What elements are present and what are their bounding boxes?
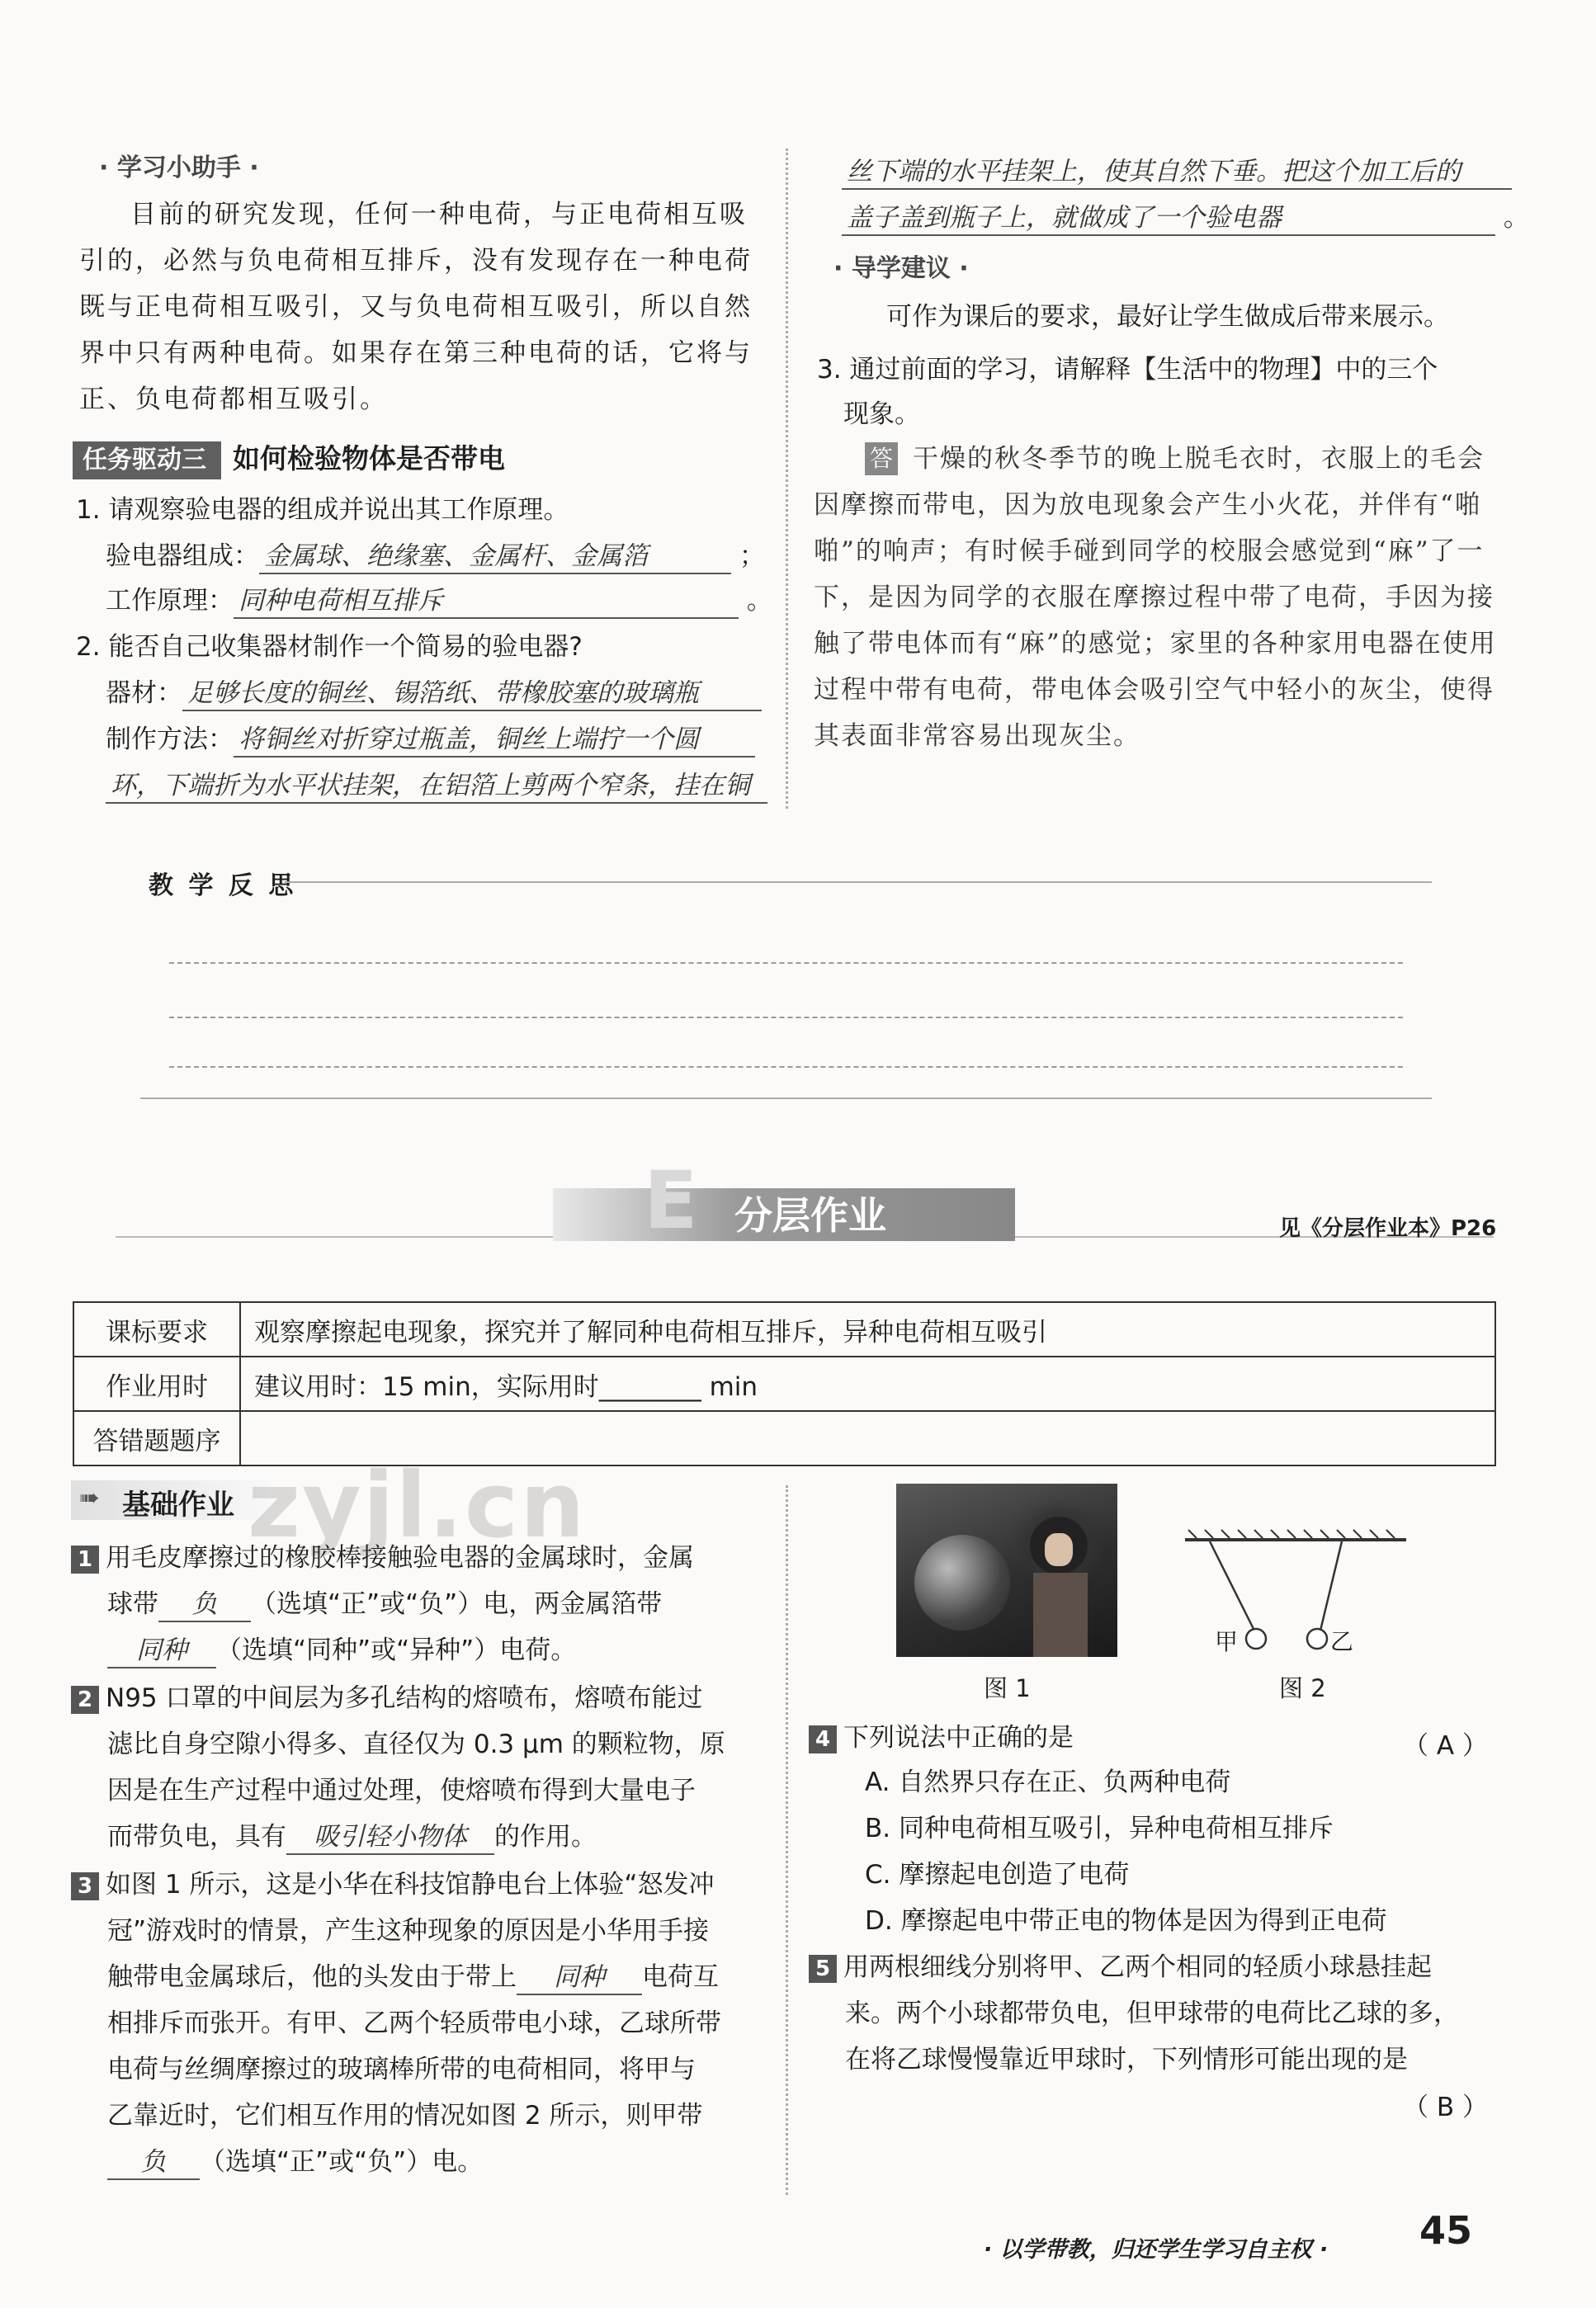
principle-answer: 同种电荷相互排斥 <box>234 584 739 619</box>
mat-answer: 足够长度的铜丝、锡箔纸、带橡胶塞的玻璃瓶 <box>182 677 762 711</box>
method-label: 制作方法： <box>106 724 234 754</box>
q1-answer-1: 负 <box>158 1588 251 1622</box>
column-divider-top <box>786 149 788 809</box>
task3-heading <box>73 437 505 479</box>
req-label: 课标要求 <box>73 1302 240 1357</box>
reflection-bottom-rule <box>140 1097 1432 1099</box>
basic-q3 <box>71 1862 769 2185</box>
method-answer-4: 盖子盖到瓶子上，就做成了一个验电器 <box>842 201 1495 236</box>
q5-text-c: 在将乙球慢慢靠近甲球时，下列情形可能出现的是 <box>845 2045 1408 2074</box>
q3-number: 3 <box>71 1872 99 1900</box>
task3-q1-principle: 工作原理： 同种电荷相互排斥 。 <box>106 578 766 624</box>
q3-text-e: 相排斥而张开。有甲、乙两个轻质带电小球，乙球所带 <box>107 2008 721 2038</box>
task3-q2-method-2 <box>106 762 766 809</box>
metal-sphere <box>914 1535 1010 1631</box>
method-answer-2: 环，下端折为水平状挂架，在铝箔上剪两个窄条，挂在铜 <box>106 769 767 804</box>
reflection-line-2 <box>169 1017 1403 1018</box>
comp-answer: 金属球、绝缘塞、金属杆、金属箔 <box>259 540 731 574</box>
arrow-icon: ➠ <box>79 1484 101 1513</box>
q3-line2: 现象。 <box>843 399 920 429</box>
q3-answer-2: 负 <box>107 2145 200 2180</box>
q1-text-a: 用毛皮摩擦过的橡胶棒接触验电器的金属球时，金属 <box>106 1543 694 1573</box>
figure-1-caption: 图 1 <box>984 1674 1031 1702</box>
task3-q2: 2. 能否自己收集器材制作一个简易的验电器? <box>76 632 583 662</box>
figure-2-caption: 图 2 <box>1279 1674 1326 1702</box>
q1-text-c: （选填“正”或“负”）电，两金属箔带 <box>251 1589 663 1619</box>
face <box>1045 1533 1073 1566</box>
basic-q2 <box>71 1675 769 1860</box>
basic-heading <box>71 1480 269 1520</box>
helper-text: 目前的研究发现，任何一种电荷，与正电荷相互吸引的，必然与负电荷相互排斥，没有发现存在一种电荷既与正电荷相互吸引，又与负电荷相互吸引，所以自然界中只有两种电荷。如果存在第三种电荷的话，它将与正、负电荷都相互吸引。 <box>79 200 753 414</box>
q4-text: 下列说法中正确的是 <box>843 1723 1074 1753</box>
q2-text-d: 而带负电，具有 <box>107 1822 286 1852</box>
q3-answer: 干燥的秋冬季节的晚上脱毛衣时，衣服上的毛会因摩擦而带电，因为放电现象会产生小火花，并伴有“啪啪”的响声；有时候手碰到同学的校服会感觉到“麻”了一下，是因为同学的衣服在摩擦过程中带了电荷，手因为接触了带电体而有“麻”的感觉；家里的各种家用电器在使用过程中带有电荷，带电体会吸引空气中轻小的灰尘，使得其表面非常容易出现灰尘。 <box>814 444 1497 751</box>
method-answer-3: 丝下端的水平挂架上，使其自然下垂。把这个加工后的 <box>842 155 1512 190</box>
basic-title: 基础作业 <box>122 1489 234 1522</box>
basic-q1 <box>71 1535 769 1673</box>
task3-q1: 1. 请观察验电器的组成并说出其工作原理。 <box>76 495 569 525</box>
guide-text: 可作为课后的要求，最好让学生做成后带来展示。 <box>886 302 1449 332</box>
reflection-line-1 <box>169 962 1403 964</box>
figure-1-photo <box>896 1484 1117 1657</box>
guide-title: · 导学建议 · <box>833 254 969 283</box>
watermark: zyjl.cn <box>248 1452 587 1558</box>
q2-answer: 吸引轻小物体 <box>286 1820 494 1855</box>
ball-a-label: 甲 <box>1215 1628 1239 1655</box>
q1-text-b: 球带 <box>107 1589 158 1619</box>
q3-text-a: 如图 1 所示，这是小华在科技馆静电台上体验“怒发冲 <box>106 1870 715 1900</box>
basic-q4 <box>809 1715 1502 1761</box>
q5-text-b: 来。两个小球都带负电，但甲球带的电荷比乙球的多， <box>845 1999 1459 2028</box>
task3-tag: 任务驱动三 <box>73 441 221 479</box>
reflection-rule <box>285 881 1432 883</box>
q2-number: 2 <box>71 1686 99 1714</box>
req-value: 观察摩擦起电现象，探究并了解同种电荷相互排斥，异种电荷相互吸引 <box>240 1302 1495 1357</box>
q2-text-e: 的作用。 <box>494 1822 597 1852</box>
ball-b-label: 乙 <box>1330 1628 1354 1655</box>
q4-option-d: D. 摩擦起电中带正电的物体是因为得到正电荷 <box>865 1906 1387 1936</box>
task3-title: 如何检验物体是否带电 <box>233 442 505 474</box>
q4-option-c: C. 摩擦起电创造了电荷 <box>865 1860 1130 1890</box>
comp-label: 验电器组成： <box>106 541 259 571</box>
table-row <box>73 1357 1495 1411</box>
q3-text-g: 乙靠近时，它们相互作用的情况如图 2 所示，则甲带 <box>107 2101 703 2131</box>
reflection-line-3 <box>169 1066 1403 1068</box>
q3-text-b: 冠”游戏时的情景，产生这种现象的原因是小华用手接 <box>107 1916 710 1946</box>
reflection-title: 教 学 反 思 <box>149 871 297 900</box>
mat-label: 器材： <box>106 678 182 708</box>
time-value: 建议用时：15 min，实际用时________ min <box>240 1357 1495 1411</box>
string-b <box>1320 1541 1342 1631</box>
q3-text-c: 触带电金属球后，他的头发由于带上 <box>107 1962 517 1992</box>
helper-title: · 学习小助手 · <box>99 153 259 182</box>
q3-text-d: 电荷互 <box>642 1962 719 1992</box>
ball-b <box>1307 1629 1327 1649</box>
requirements-table <box>73 1301 1496 1466</box>
layered-ref: 见《分层作业本》P26 <box>1279 1216 1497 1241</box>
task3-q1-comp: 验电器组成： 金属球、绝缘塞、金属杆、金属箔 ； <box>106 533 766 579</box>
q2-text-a: N95 口罩的中间层为多孔结构的熔喷布，熔喷布能过 <box>106 1683 703 1713</box>
q4-options <box>865 1759 1509 1944</box>
q4-answer: （ A ） <box>1403 1731 1488 1761</box>
q3-text-h: （选填“正”或“负”）电。 <box>200 2147 484 2177</box>
answer-badge: 答 <box>865 442 898 475</box>
banner-letter-icon: E <box>644 1154 698 1247</box>
task3-q2-mat <box>106 670 766 716</box>
ceiling-hatching <box>1188 1530 1395 1538</box>
q1-answer-2: 同种 <box>107 1634 216 1668</box>
footer-slogan: · 以学带教，归还学生学习自主权 · <box>984 2237 1329 2263</box>
layered-title: 分层作业 <box>734 1193 886 1238</box>
task3-q2-method <box>106 716 766 762</box>
q1-number: 1 <box>71 1546 99 1574</box>
q5-number: 5 <box>809 1955 837 1983</box>
method-cont-3 <box>842 149 1518 195</box>
q2-text-b: 滤比自身空隙小得多、直径仅为 0.3 μm 的颗粒物，原 <box>107 1730 725 1759</box>
table-row <box>73 1302 1495 1357</box>
q4-number: 4 <box>809 1725 837 1753</box>
q4-option-b: B. 同种电荷相互吸引，异种电荷相互排斥 <box>865 1814 1334 1843</box>
basic-q5 <box>809 1944 1507 2083</box>
wrong-label: 答错题题序 <box>73 1411 240 1466</box>
method-answer-1: 将铜丝对折穿过瓶盖，铜丝上端拧一个圆 <box>234 723 755 758</box>
q3-answer-1: 同种 <box>517 1961 642 1995</box>
string-a <box>1210 1541 1254 1631</box>
time-label: 作业用时 <box>73 1357 240 1411</box>
q3-text-f: 电荷与丝绸摩擦过的玻璃棒所带的电荷相同，将甲与 <box>107 2055 696 2084</box>
q5-text-a: 用两根细线分别将甲、乙两个相同的轻质小球悬挂起 <box>843 1952 1432 1982</box>
ball-a <box>1246 1629 1266 1649</box>
method-cont-4: 盖子盖到瓶子上，就做成了一个验电器 。 <box>842 195 1518 241</box>
q3-line1: 3. 通过前面的学习，请解释【生活中的物理】中的三个 <box>817 355 1438 385</box>
q2-text-c: 因是在生产过程中通过处理，使熔喷布得到大量电子 <box>107 1776 696 1805</box>
principle-label: 工作原理： <box>106 586 234 616</box>
q4-option-a: A. 自然界只存在正、负两种电荷 <box>865 1768 1231 1797</box>
q1-text-d: （选填“同种”或“异种”）电荷。 <box>216 1635 577 1665</box>
page-number: 45 <box>1419 2208 1473 2253</box>
column-divider-bottom <box>786 1485 788 2195</box>
body <box>1033 1573 1088 1657</box>
q5-answer: （ B ） <box>1403 2093 1488 2122</box>
